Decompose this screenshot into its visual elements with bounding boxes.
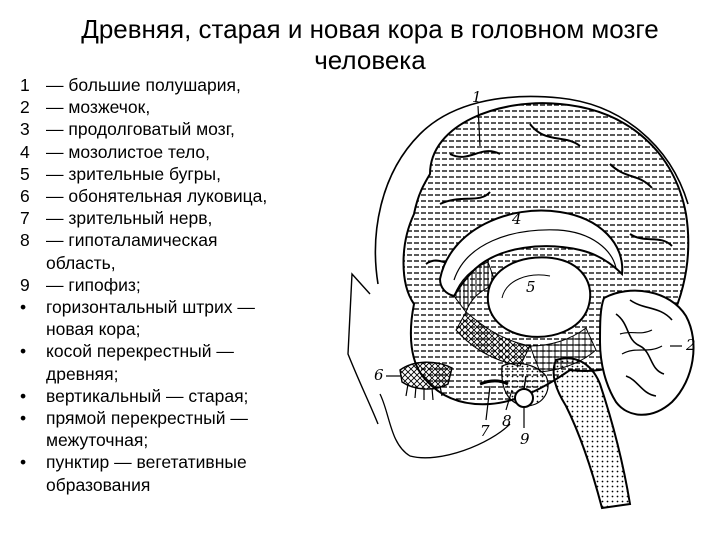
label-4: 4	[512, 210, 522, 228]
legend-marker: 5	[20, 163, 30, 184]
legend-bullet: •	[20, 341, 27, 362]
label-2: 2	[686, 336, 696, 354]
legend-item-2	[20, 96, 292, 118]
page-title: Древняя, старая и новая кора в головном мозге человека	[81, 14, 659, 75]
legend-marker: 4	[20, 141, 30, 162]
legend-item-oblique	[20, 340, 292, 384]
legend-item-7	[20, 207, 292, 229]
legend-text: — мозжечок,	[46, 97, 151, 118]
legend-item-1	[20, 74, 292, 96]
legend-marker: 7	[20, 208, 30, 229]
legend-text: — гипофиз;	[46, 274, 141, 295]
nasal-cavity-outline	[348, 274, 378, 424]
label-8: 8	[502, 412, 512, 430]
label-5: 5	[526, 278, 536, 296]
legend-text: — гипоталамическая область,	[46, 230, 218, 273]
legend-list	[20, 74, 292, 496]
legend-text: косой перекрестный — древняя;	[46, 341, 234, 384]
legend-bullet: •	[20, 297, 27, 318]
legend-text: — зрительные бугры,	[46, 163, 221, 184]
legend-item-4	[20, 141, 292, 163]
legend-text: — мозолистое тело,	[46, 141, 210, 162]
legend-marker: 3	[20, 119, 30, 140]
legend-text: горизонтальный штрих — новая кора;	[46, 297, 255, 340]
legend-marker: 6	[20, 186, 30, 207]
legend-text: — зрительный нерв,	[46, 208, 213, 229]
legend-item-horizontal	[20, 296, 292, 340]
legend-item-vertical	[20, 385, 292, 407]
legend-marker: 2	[20, 97, 30, 118]
legend-text: пунктир — вегетативные образования	[46, 452, 247, 495]
legend-bullet: •	[20, 385, 27, 406]
legend-item-8	[20, 229, 292, 273]
legend-item-5	[20, 163, 292, 185]
thalamus	[488, 257, 590, 337]
legend-bullet: •	[20, 408, 27, 429]
legend-item-cross	[20, 407, 292, 451]
legend-marker: 8	[20, 230, 30, 251]
legend-text: — большие полушария,	[46, 75, 241, 95]
pituitary	[515, 389, 533, 407]
legend-item-3	[20, 118, 292, 140]
legend-item-9	[20, 274, 292, 296]
legend-text: прямой перекрестный — межуточная;	[46, 408, 248, 451]
legend-marker: 9	[20, 274, 30, 295]
legend-bullet: •	[20, 452, 27, 473]
label-1: 1	[472, 88, 482, 106]
legend-text: — обонятельная луковица,	[46, 186, 268, 207]
legend-text: — продолговатый мозг,	[46, 119, 235, 140]
legend-marker: 1	[20, 75, 30, 95]
label-6: 6	[374, 366, 384, 384]
legend-item-6	[20, 185, 292, 207]
legend-text: вертикальный — старая;	[46, 385, 249, 406]
label-9: 9	[520, 430, 530, 448]
brain-diagram	[330, 84, 710, 524]
label-7: 7	[480, 422, 490, 440]
legend-item-dotted	[20, 451, 292, 495]
